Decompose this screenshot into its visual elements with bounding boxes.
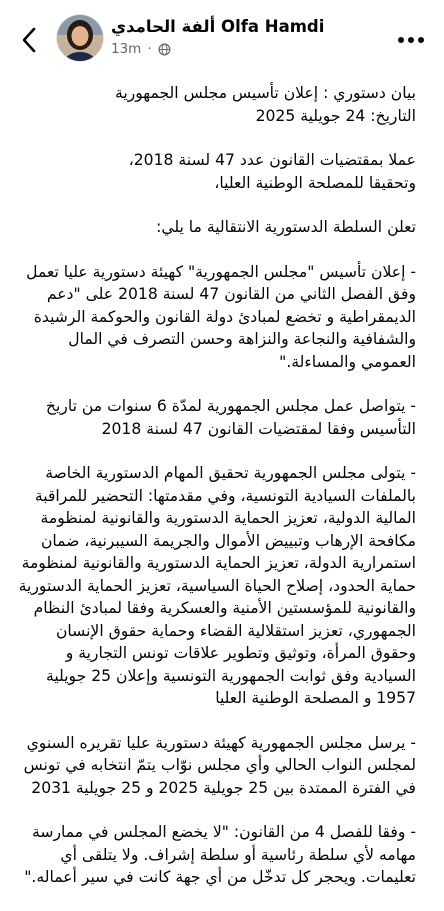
post-paragraph: - يتواصل عمل مجلس الجمهورية لمدّة 6 سنوات من تاريخ التأسيس وفقا لمقتضيات القانون 47 لسنة 2018: [45, 397, 416, 438]
profile-photo: [57, 15, 103, 61]
globe-icon[interactable]: [158, 43, 171, 56]
author-name[interactable]: ألفة الحامدي Olfa Hamdi: [111, 17, 325, 36]
more-horizontal-icon: [397, 36, 425, 44]
post-paragraph: - إعلان تأسيس "مجلس الجمهورية" كهيئة دستورية عليا تعمل وفق الفصل الثاني من القانون 47 لسنة 2018 على "دعم الديمقراطية و تخضع لمبادئ دولة القانون والحوكمة الرشيدة والشفافية والنجاعة والنزاهة وحسن التصرف في المال العمومي والمساءلة.": [26, 262, 416, 371]
dot-separator: ·: [147, 41, 152, 57]
post-paragraph: - يتولى مجلس الجمهورية تحقيق المهام الدستورية الخاصة بالملفات السيادية التونسية، وفي مقدمتها: التحضير للمراقبة المالية الدولية، تعزيز الحماية الدستورية والقانونية لمنظومة مكافحة الإرهاب وتبييض الأموال والجريمة السيبرنية، ضمان استمرارية الدولة، تعزيز الحماية الدستورية والقانونية لمنظومة حماية الحدود، إصلاح الحياة السياسية، تعزيز الحماية الدستورية والقانونية للمؤسستين الأمنية والعسكرية وفقا لمبادئ النظام الجمهوري، تعزيز استقلالية القضاء وحماية حقوق الإنسان وحقوق المرأة، وتوثيق وتطوير علاقات تونس التجارية و السيادية وفق ثوابت الجمهورية التونسية وإعلان 25 جويلية 1957 و المصلحة الوطنية العليا: [18, 464, 416, 707]
post-time[interactable]: 13m: [111, 41, 142, 57]
back-button[interactable]: [14, 20, 44, 60]
chevron-left-icon: [21, 27, 37, 53]
avatar[interactable]: [56, 14, 104, 62]
post-paragraph: - يرسل مجلس الجمهورية كهيئة دستورية عليا تقريره السنوي لمجلس النواب الحالي وأي مجلس نوّاب يتمّ انتخابه في تونس في الفترة الممتدة بين 25 جويلية 2025 و 25 جويلية 2031: [23, 733, 416, 797]
post-meta: [111, 41, 171, 57]
post-body: [16, 82, 416, 911]
post-paragraph: عملا بمقتضيات القانون عدد 47 لسنة 2018، وتحقيقا للمصلحة الوطنية العليا،: [128, 151, 416, 192]
post-paragraph: بيان دستوري : إعلان تأسيس مجلس الجمهورية التاريخ: 24 جويلية 2025: [115, 84, 416, 125]
post-paragraph: - وفقا للفصل 4 من القانون: "لا يخضع المجلس في ممارسة مهامه لأي سلطة رئاسية أو سلطة إشراف. ولا يتلقى أي تعليمات. ويحجر كل تدخّل من أي جهة كانت في سير أعماله.": [24, 823, 416, 886]
more-options-button[interactable]: [392, 28, 430, 52]
post-paragraph: تعلن السلطة الدستورية الانتقالية ما يلي:: [156, 218, 416, 236]
post-header: [0, 0, 444, 78]
